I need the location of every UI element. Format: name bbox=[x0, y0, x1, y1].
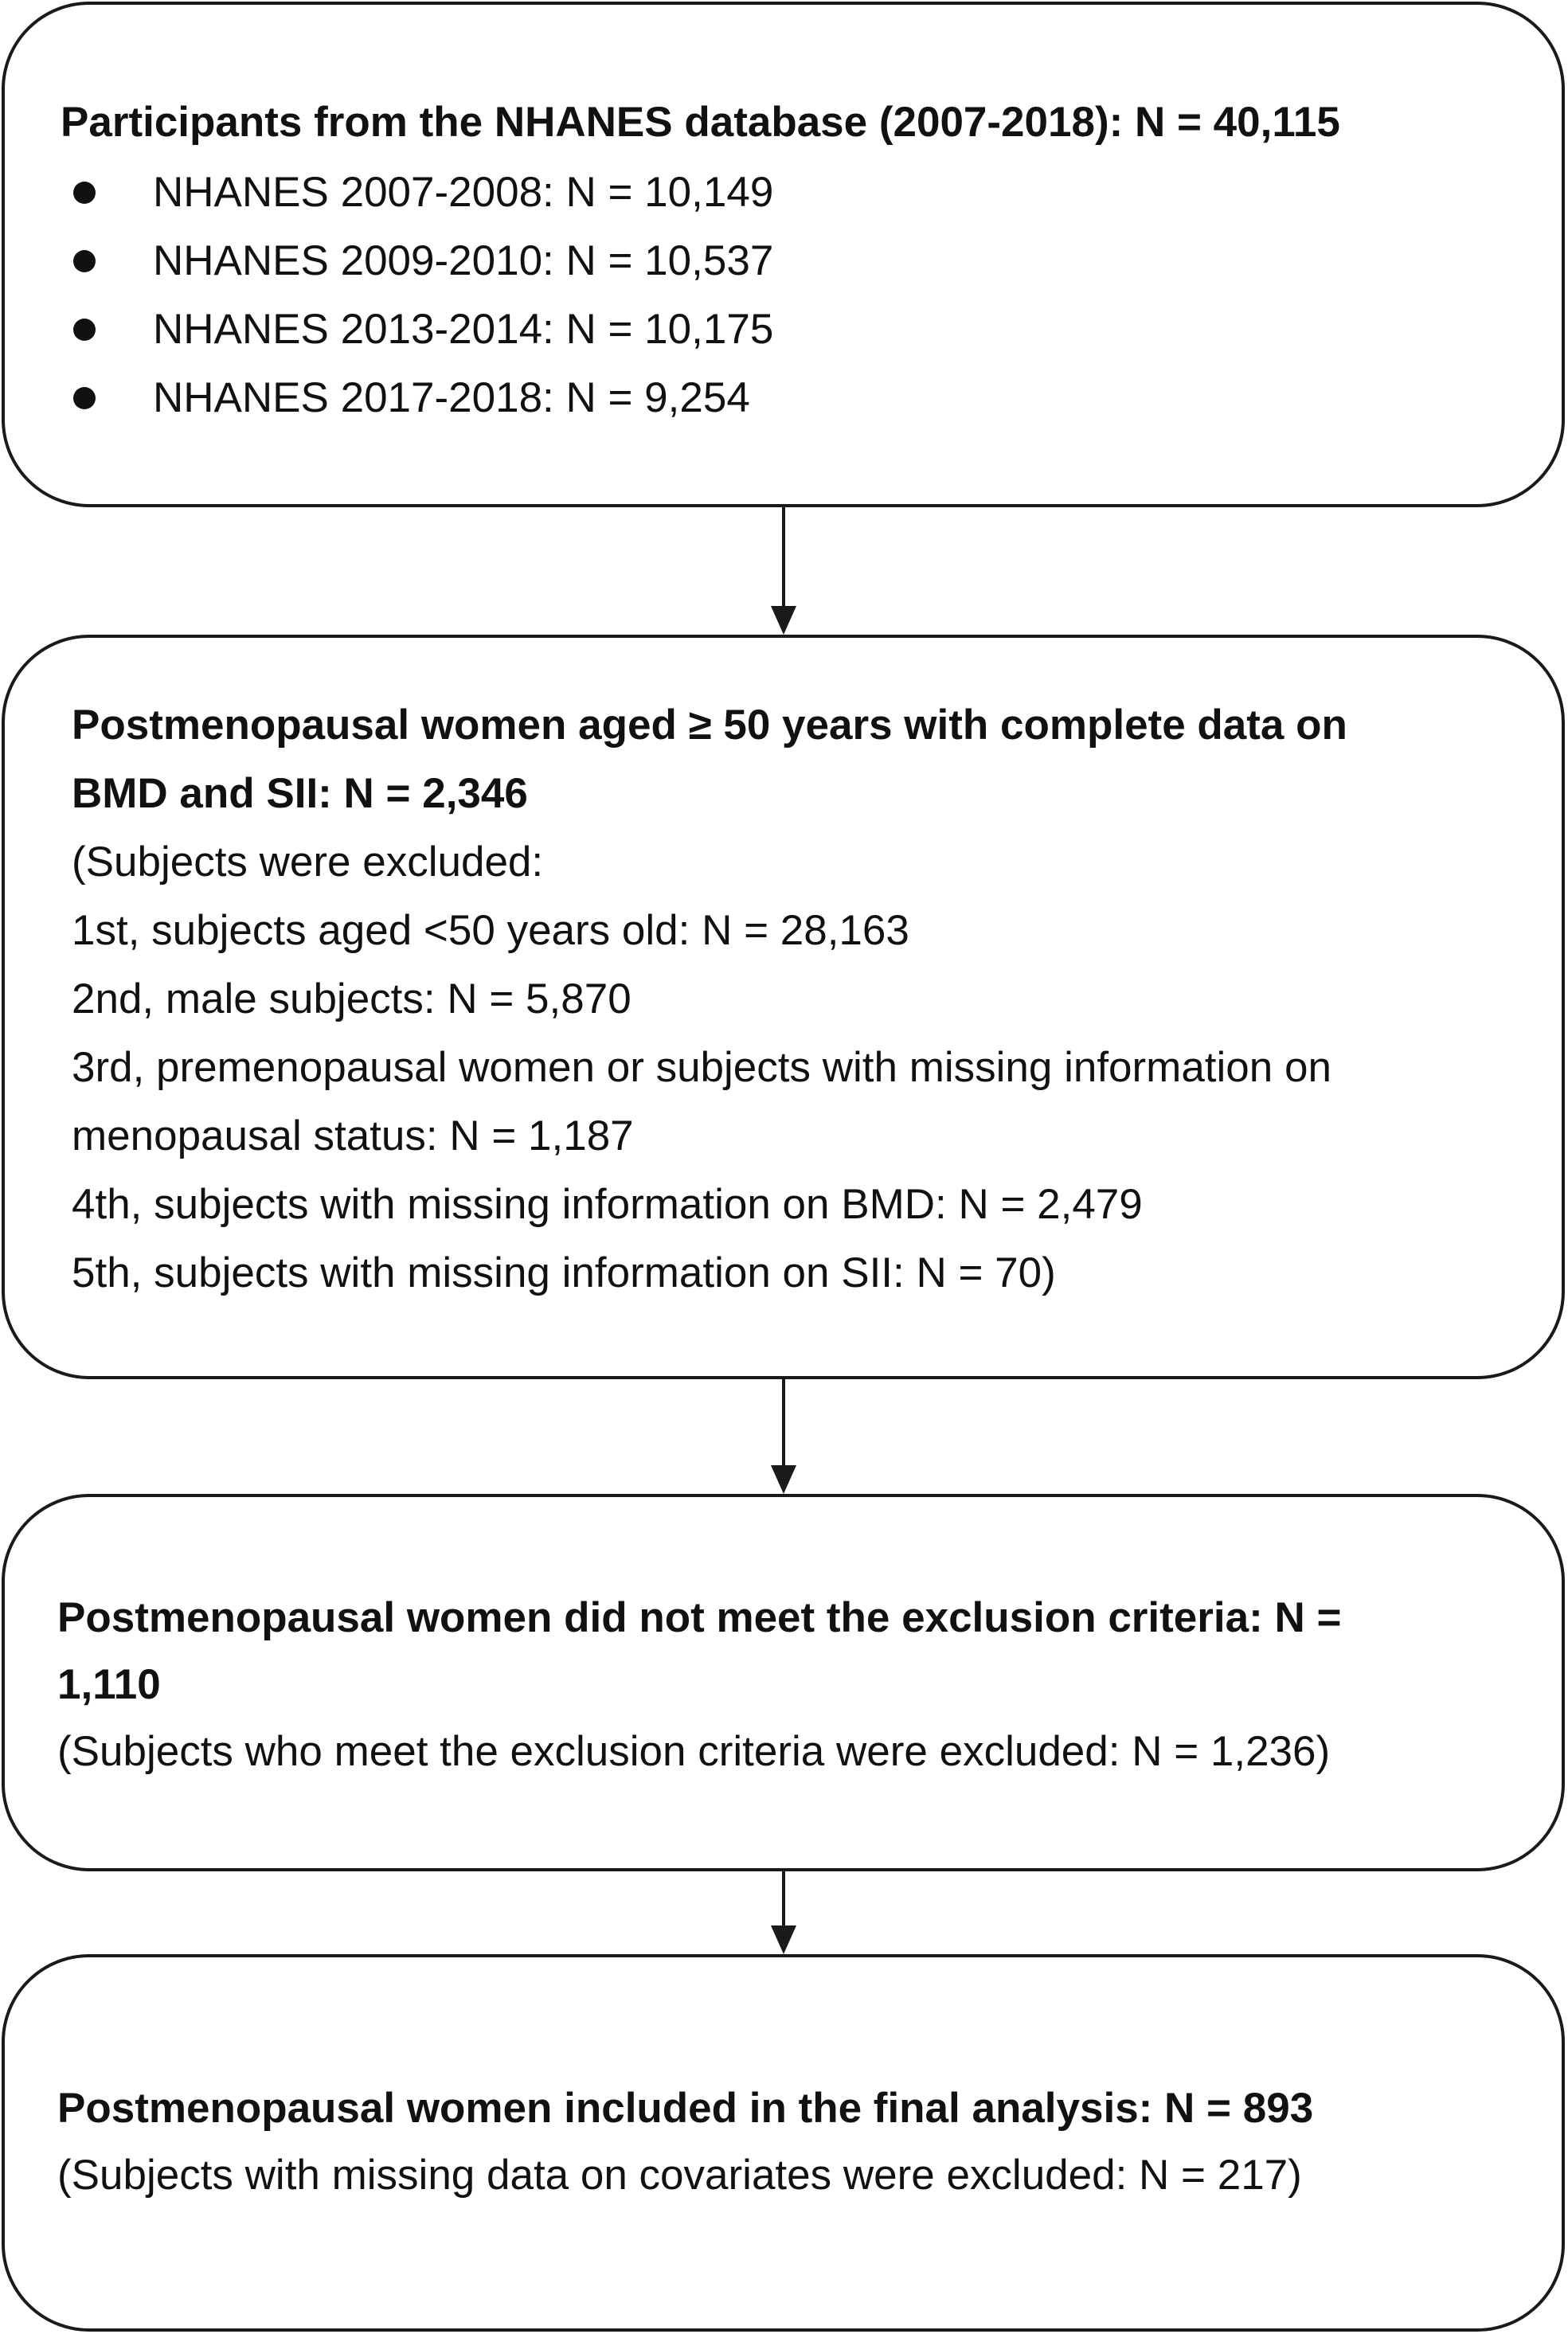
arrow-down-icon bbox=[764, 507, 803, 635]
flow-box-participants bbox=[2, 2, 1565, 507]
box3-title-line2: 1,110 bbox=[57, 1661, 161, 1708]
flow-box-not-meet-exclusion bbox=[2, 1494, 1565, 1871]
bullet-icon bbox=[73, 250, 96, 272]
box4-title: Postmenopausal women included in the final analysis: N = 893 bbox=[57, 2085, 1314, 2132]
flow-box-postmenopausal-complete bbox=[2, 635, 1565, 1379]
box2-exclusion-3a: 3rd, premenopausal women or subjects with missing information on bbox=[72, 1044, 1331, 1091]
box1-title: Participants from the NHANES database (2007-2018): N = 40,115 bbox=[61, 99, 1340, 146]
box1-bullet-3: NHANES 2013-2014: N = 10,175 bbox=[153, 306, 774, 353]
box2-title-line2: BMD and SII: N = 2,346 bbox=[72, 770, 528, 817]
box2-exclusion-1: 1st, subjects aged <50 years old: N = 28,163 bbox=[72, 907, 909, 954]
box3-note: (Subjects who meet the exclusion criteria were excluded: N = 1,236) bbox=[57, 1728, 1331, 1775]
box1-bullet-4: NHANES 2017-2018: N = 9,254 bbox=[153, 374, 750, 421]
box2-title-line1: Postmenopausal women aged ≥ 50 years with complete data on bbox=[72, 702, 1347, 749]
box3-title-line1: Postmenopausal women did not meet the exclusion criteria: N = bbox=[57, 1594, 1342, 1641]
bullet-icon bbox=[73, 319, 96, 341]
arrow-down-icon bbox=[764, 1379, 803, 1494]
bullet-icon bbox=[73, 182, 96, 204]
box2-exclusion-3b: menopausal status: N = 1,187 bbox=[72, 1112, 634, 1159]
box1-bullet-1: NHANES 2007-2008: N = 10,149 bbox=[153, 169, 774, 216]
box2-exclusion-2: 2nd, male subjects: N = 5,870 bbox=[72, 975, 632, 1022]
box2-exclusion-4: 4th, subjects with missing information on BMD: N = 2,479 bbox=[72, 1181, 1143, 1228]
box4-note: (Subjects with missing data on covariates were excluded: N = 217) bbox=[57, 2152, 1302, 2199]
flow-box-final-analysis bbox=[2, 1954, 1565, 2332]
box2-exclusion-5: 5th, subjects with missing information on SII: N = 70) bbox=[72, 1249, 1056, 1296]
box2-exclusion-heading: (Subjects were excluded: bbox=[72, 839, 544, 886]
box1-bullet-2: NHANES 2009-2010: N = 10,537 bbox=[153, 237, 774, 284]
bullet-icon bbox=[73, 387, 96, 409]
arrow-down-icon bbox=[764, 1871, 803, 1954]
